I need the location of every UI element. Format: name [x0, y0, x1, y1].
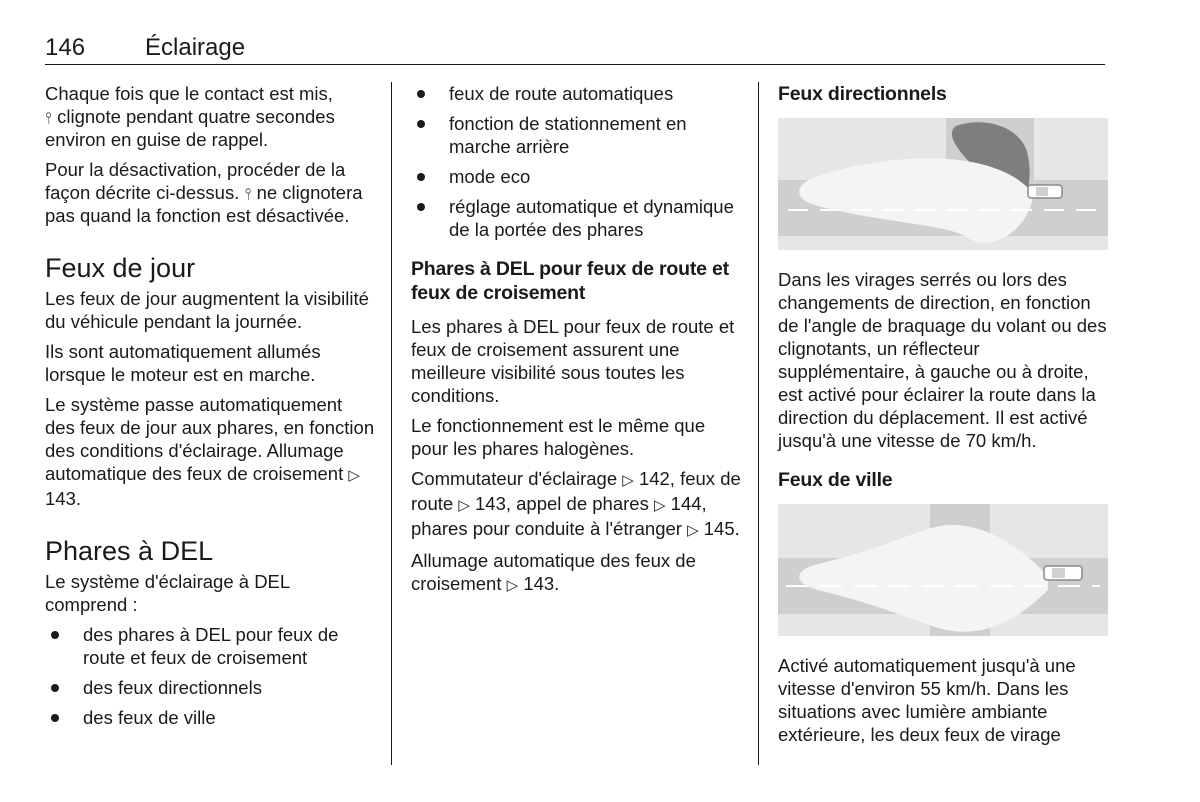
subheading-led-beams: Phares à DEL pour feux de route et feux de croisement [411, 258, 729, 304]
heading-feux-directionnels: Feux directionnels [778, 83, 947, 105]
heading-feux-de-ville: Feux de ville [778, 469, 893, 491]
cornering-light-illustration [778, 118, 1108, 250]
page-ref-link[interactable]: 143, appel de phares [475, 493, 649, 514]
page-header [45, 34, 1105, 65]
list-item: réglage automatique et dynamique de la portée des phares [411, 195, 743, 241]
page-number: 146 [45, 34, 86, 61]
list-item: des feux directionnels [45, 676, 375, 699]
list-item: mode eco [411, 165, 743, 188]
heading-feux-de-jour: Feux de jour [45, 253, 196, 283]
paragraph-cornering: Dans les virages serrés ou lors des changements de direction, en fonction de l'angle de braquage du volant ou des clignotants, un réflecteur supplémentaire, à gauche ou à droite, est activé pour éclairer la route dans la direction du déplacement. Il est activé jusqu'à une vitesse de 70 km/h. [778, 269, 1107, 451]
page-ref-link[interactable]: 142, feux de route [411, 468, 741, 514]
column-3 [778, 82, 1108, 753]
ref-arrow-icon: ▷ [506, 577, 519, 594]
paragraph-auto-on: Ils sont automatiquement allumés lorsque le moteur est en marche. [45, 341, 321, 385]
column-1 [45, 82, 375, 736]
ref-arrow-icon: ▷ [348, 467, 360, 484]
page-ref-link[interactable]: 143. [523, 573, 560, 594]
page-ref-link[interactable]: 143. [45, 488, 82, 509]
bullet-icon [51, 714, 59, 722]
bullet-icon [417, 90, 425, 98]
list-item: des feux de ville [45, 706, 375, 729]
list-item: fonction de stationnement en marche arrière [411, 112, 743, 158]
lamp-icon: ⫯ [244, 186, 252, 203]
ref-arrow-icon: ▷ [653, 497, 666, 514]
paragraph-visibility: Les feux de jour augmentent la visibilité du véhicule pendant la journée. [45, 288, 369, 332]
paragraph-halogen: Le fonctionnement est le même que pour les phares halogènes. [411, 415, 706, 459]
column-divider-2 [758, 82, 759, 765]
bullet-icon [417, 173, 425, 181]
list-item: des phares à DEL pour feux de route et feux de croisement [45, 623, 375, 669]
paragraph-auto-low-beam: Allumage automatique des feux de croisement ▷ 143. [411, 550, 696, 594]
town-light-illustration [778, 504, 1108, 636]
ref-arrow-icon: ▷ [687, 522, 699, 539]
paragraph-led-visibility: Les phares à DEL pour feux de route et feux de croisement assurent une meilleure visibilité sous toutes les conditions. [411, 316, 735, 406]
page-title: Éclairage [145, 34, 246, 61]
paragraph-reminder: Chaque fois que le contact est mis, ⫯ clignote pendant quatre secondes environ en guise de rappel. [45, 83, 335, 150]
paragraph-auto-switch: Le système passe automatiquement des feux de jour aux phares, en fonction des conditions d'éclairage. Allumage automatique des feux de croisement ▷ 143. [45, 394, 375, 509]
ref-arrow-icon: ▷ [458, 497, 470, 514]
paragraph-deactivation: Pour la désactivation, procéder de la façon décrite ci-dessus. ⫯ ne clignotera pas quand la fonction est désactivée. [45, 159, 363, 226]
led-features-list-continued [411, 82, 743, 241]
lamp-icon: ⫯ [45, 110, 52, 127]
paragraph-town-light: Activé automatiquement jusqu'à une vitesse d'environ 55 km/h. Dans les situations avec lumière ambiante extérieure, les deux feux de virage [778, 655, 1076, 745]
paragraph-system: Le système d'éclairage à DEL comprend : [45, 571, 290, 615]
page-ref-link[interactable]: 145. [703, 518, 740, 539]
led-features-list [45, 623, 375, 729]
bullet-icon [417, 120, 425, 128]
column-divider-1 [391, 82, 392, 765]
ref-arrow-icon: ▷ [622, 472, 634, 489]
bullet-icon [51, 631, 59, 639]
list-item: feux de route automatiques [411, 82, 743, 105]
bullet-icon [417, 203, 425, 211]
paragraph-cross-refs: Commutateur d'éclairage ▷ 142, feux de route ▷ 143, appel de phares ▷ 144, phares pour conduite à l'étranger ▷ 145. [411, 468, 741, 539]
page-ref-link[interactable]: 144, phares pour conduite à l'étranger [411, 493, 707, 539]
column-2 [411, 82, 743, 604]
heading-phares-a-del: Phares à DEL [45, 536, 214, 566]
bullet-icon [51, 684, 59, 692]
